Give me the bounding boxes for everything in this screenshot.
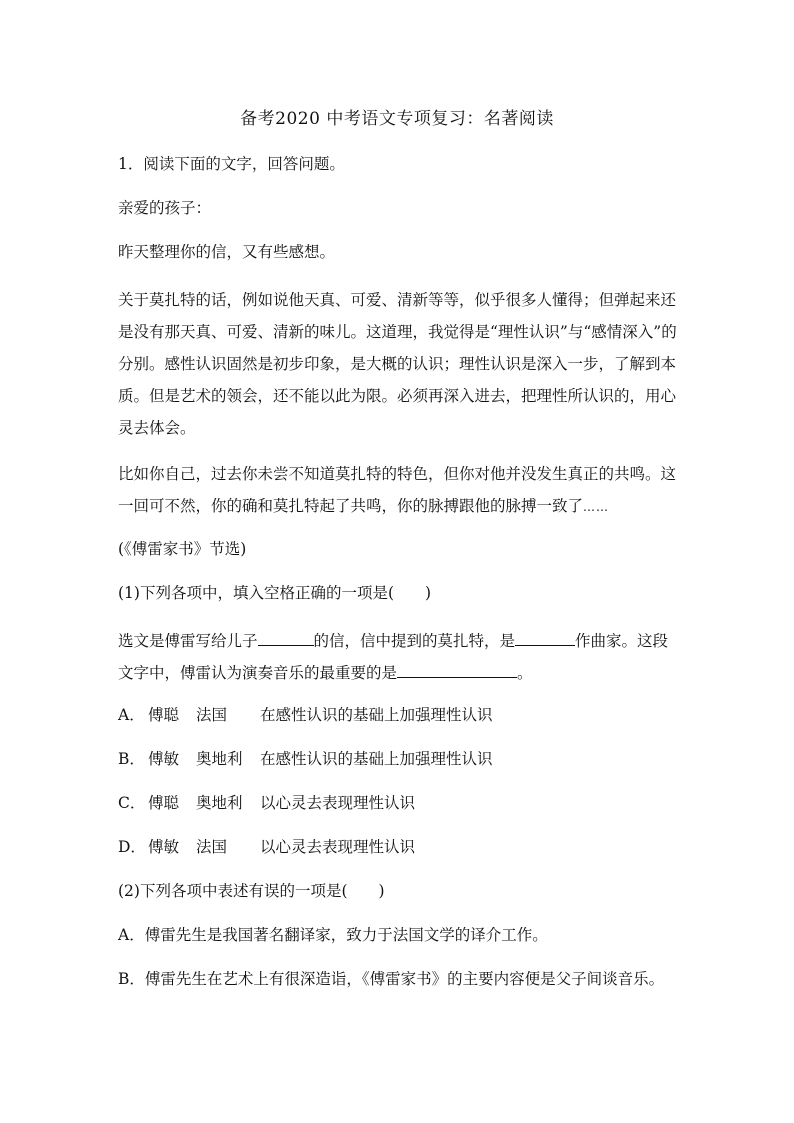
letter-paragraph-2: 关于莫扎特的话，例如说他天真、可爱、清新等等，似乎很多人懂得；但弹起来还是没有那天真、可爱、清新的味儿。这道理，我觉得是“理性认识”与“感情深入”的分别。感性认识固然是初步印象，是大概的认识；理性认识是深入一步，了解到本质。但是艺术的领会，还不能以此为限。必须再深入进去，把理性所认识的，用心灵去体会。 — [118, 291, 677, 437]
option-statement: 以心灵去表现理性认识 — [260, 838, 416, 856]
answer-blank-1 — [258, 631, 314, 646]
option-c — [118, 791, 678, 815]
option-a — [118, 703, 678, 727]
source-citation: (《傅雷家书》节选) — [118, 540, 247, 558]
letter-paragraph-3 — [118, 458, 678, 523]
answer-blank-2 — [515, 631, 575, 646]
answer-blank-3 — [397, 663, 517, 678]
option-country: 奥地利 — [196, 794, 243, 812]
option-country: 法国 — [196, 706, 228, 724]
option-label: C． — [118, 794, 146, 812]
letter-paragraph-1: 昨天整理你的信，又有些感想。 — [118, 243, 336, 261]
stem-part-c: 作曲家。这段文字中，傅雷认为演奏音乐的最重要的是 — [118, 632, 669, 682]
sub-question-1: (1)下列各项中，填入空格正确的一项是( ) — [118, 584, 432, 602]
option-label: A． — [118, 706, 145, 724]
option-label: D． — [118, 838, 146, 856]
stem-part-b: 的信，信中提到的莫扎特，是 — [313, 632, 516, 650]
option-person: 傅敏 — [148, 838, 180, 856]
sub-question-2-option-a: A．傅雷先生是我国著名翻译家，致力于法国文学的译介工作。 — [118, 926, 548, 944]
sub-question-2: (2)下列各项中表述有误的一项是( ) — [118, 882, 385, 900]
option-country: 奥地利 — [196, 750, 243, 768]
ellipsis: …… — [583, 500, 610, 514]
option-statement: 在感性认识的基础上加强理性认识 — [260, 750, 493, 768]
letter-paragraph-3-text: 比如你自己，过去你未尝不知道莫扎特的特色，但你对他并没发生真正的共鸣。这一回可不然，你的确和莫扎特起了共鸣，你的脉搏跟他的脉搏一致了 — [118, 465, 677, 515]
option-b — [118, 747, 678, 771]
letter-salutation: 亲爱的孩子： — [118, 199, 212, 217]
option-country: 法国 — [196, 838, 228, 856]
question-1 — [118, 152, 678, 1011]
question-prompt: 1．阅读下面的文字，回答问题。 — [118, 155, 345, 173]
option-statement: 在感性认识的基础上加强理性认识 — [260, 706, 493, 724]
option-person: 傅敏 — [148, 750, 180, 768]
sub-question-2-option-b: B．傅雷先生在艺术上有很深造诣，《傅雷家书》的主要内容便是父子间谈音乐。 — [118, 970, 665, 988]
stem-part-a: 选文是傅雷写给儿子 — [118, 632, 258, 650]
option-person: 傅聪 — [148, 794, 180, 812]
option-label: B． — [118, 750, 145, 768]
option-statement: 以心灵去表现理性认识 — [260, 794, 416, 812]
option-d — [118, 835, 678, 859]
sub-question-1-stem — [118, 625, 678, 689]
stem-part-d: 。 — [517, 664, 533, 682]
document-title: 备考2020 中考语文专项复习：名著阅读 — [240, 109, 554, 129]
option-person: 傅聪 — [148, 706, 180, 724]
